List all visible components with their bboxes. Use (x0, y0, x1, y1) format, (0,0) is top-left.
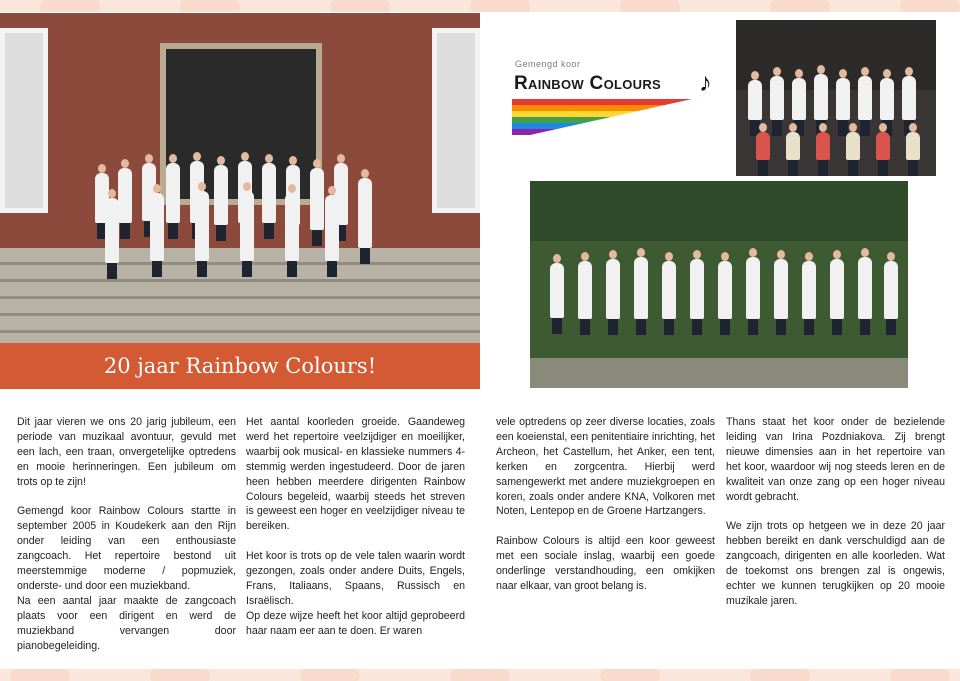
paragraph: Het koor is trots op de vele talen waarin wordt gezongen, zoals onder andere Duits, Engels, Frans, Italiaans, Spaans, Russisch en Israëlisch. (246, 550, 465, 607)
decorative-top-band (0, 0, 960, 12)
paragraph: Gemengd koor Rainbow Colours startte in september 2005 in Koudekerk aan den Rijn onder leiding van een enthousiaste zangcoach. Het repertoire bestond uit meerstemmige moderne / popmuziek, onderste- und door een muziekband. (17, 505, 236, 592)
music-note-icon: ♪ (699, 67, 712, 97)
paragraph: Thans staat het koor onder de bezielende leiding van Irina Pozdniakova. Zij brengt nieuwe dimensies aan in het repertoire van het koor, waardoor wij nog steeds leren en de kwaliteit van onze zang op een hoger niveau wordt gebracht. (726, 416, 945, 503)
paragraph: Na een aantal jaar maakte de zangcoach plaats voor een dirigent en werd de muziekband vervangen door pianobegeleiding. (17, 594, 236, 652)
rainbow-stripe (512, 105, 665, 111)
paragraph: Op deze wijze heeft het koor altijd geprobeerd haar naam eer aan te doen. Er waren (246, 609, 465, 637)
choir-photo-building-steps (0, 13, 480, 343)
rainbow-stripes (512, 99, 692, 139)
rainbow-stripe (512, 99, 692, 105)
rainbow-stripe (512, 111, 638, 117)
text-column-1 (17, 415, 236, 668)
logo-name: Rainbow Colours (514, 73, 661, 94)
text-column-2 (246, 415, 465, 653)
paragraph: Dit jaar vieren we ons 20 jarig jubileum, een periode van muzikaal avontuur, gevuld met een lach, een traan, onvergetelijke optredens en mooie herinneringen. Een jubileum om trots op te zijn! (17, 416, 236, 488)
choir-photo-garden (530, 181, 908, 388)
text-column-3 (496, 415, 715, 609)
decorative-bottom-band (0, 669, 960, 681)
paragraph: We zijn trots op hetgeen we in deze 20 jaar hebben bereikt en dank verschuldigd aan de zangcoach, dirigenten en alle koorleden. Wat de toekomst ons brengen zal is ongewis, echter we kunnen terugkijken op 20 mooie muzikale jaren. (726, 520, 945, 607)
rainbow-stripe (512, 117, 611, 123)
rainbow-stripe (512, 129, 557, 135)
title-banner (0, 343, 480, 389)
paragraph: Het aantal koorleden groeide. Gaandeweg werd het repertoire veelzijdiger en moeilijker, waarbij ook musical- en klassieke nummers 4-stemmig werden ingestudeerd. Door de jaren heen hebben meerdere dirigenten Rainbow Colours begeleid, waarbij steeds het streven is geweest een hoger en veelzijdiger niveau te bereiken. (246, 416, 465, 533)
paragraph: Rainbow Colours is altijd een koor geweest met een sociale inslag, waarbij een goede onderlinge verstandhouding, een omkijken naar elkaar, van groot belang is. (496, 535, 715, 592)
rainbow-stripe (512, 123, 584, 129)
choir-logo (506, 55, 721, 150)
logo-subtitle: Gemengd koor (515, 59, 581, 69)
choir-photo-stage (736, 20, 936, 176)
paragraph: vele optredens op zeer diverse locaties, zoals een koeienstal, een penitentiaire inrichting, het Archeon, het Castellum, het Anker, een tent, kerken en zorgcentra. Hierbij werd samengewerkt met andere muziekgroepen en koren, zoals onder andere KNA, Volkoren met Noten, Lentepop en de Groene Hartzangers. (496, 416, 715, 518)
text-column-4 (726, 415, 945, 624)
page-title: 20 jaar Rainbow Colours! (103, 354, 377, 378)
